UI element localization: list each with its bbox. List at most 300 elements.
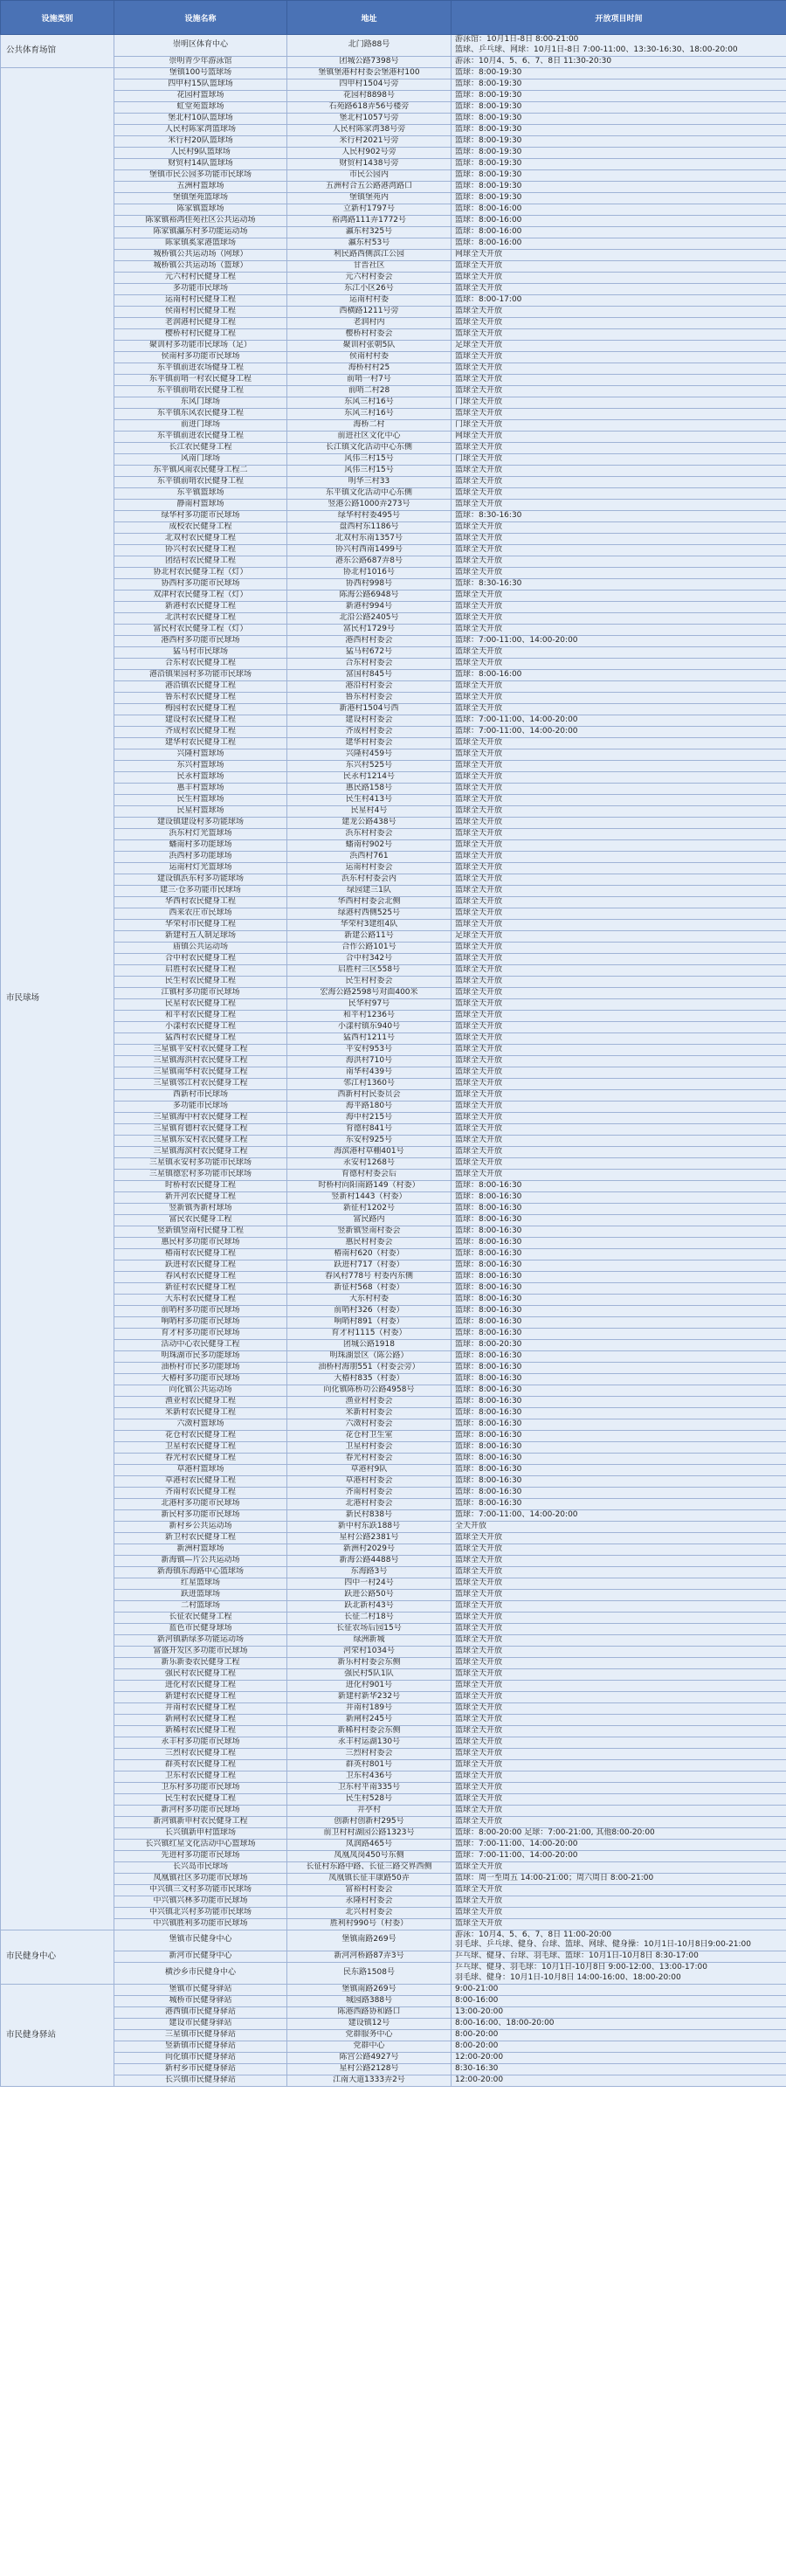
table-row [1,1634,786,1646]
open-hours-cell: 篮球：8:00-16:30 [452,1191,786,1203]
address-cell: 河荣村1034号 [287,1646,452,1657]
open-hours-cell: 篮球全天开放 [452,1861,786,1873]
address-cell: 向化镇陈桥功公路4958号 [287,1385,452,1396]
address-cell: 启胜村三区558号 [287,964,452,976]
address-cell: 海平路180号 [287,1101,452,1112]
table-row [1,1896,786,1907]
table-row [1,1135,786,1146]
facility-name-cell: 花仓村农民健身工程 [114,1430,287,1441]
facility-name-cell: 富民村农民健身工程（灯） [114,624,287,635]
facility-name-cell: 协西村多功能市民球场 [114,578,287,590]
address-cell: 盘西村东1186号 [287,521,452,533]
facility-name-cell: 六滧村篮球场 [114,1419,287,1430]
facility-name-cell: 民永村篮球场 [114,771,287,783]
address-cell: 凤凰镇长征丰康路50弄 [287,1873,452,1884]
open-hours-cell: 篮球：周一至周五 14:00-21:00；周六周日 8:00-21:00 [452,1873,786,1884]
open-hours-cell: 篮球：8:00-16:30 [452,1271,786,1282]
facility-name-cell: 东平镇前哨一村农民健身工程 [114,374,287,385]
address-cell: 甘晋社区 [287,260,452,272]
table-row [1,1793,786,1805]
open-hours-cell: 篮球全天开放 [452,351,786,363]
address-cell: 民生村528号 [287,1793,452,1805]
address-cell: 堡镇南路269号 [287,1984,452,1995]
facility-name-cell: 渔业村农民健身工程 [114,1396,287,1407]
facility-name-cell: 老润港村民健身工程 [114,317,287,328]
facility-name-cell: 合中村农民健身工程 [114,953,287,964]
address-cell: 长江镇文化活动中心东侧 [287,442,452,453]
address-cell: 兴隆村459号 [287,749,452,760]
facility-name-cell: 陈家镇奚家港篮球场 [114,238,287,249]
facility-name-cell: 新河镇新申村农民健身工程 [114,1816,287,1827]
facility-name-cell: 新征村农民健身工程 [114,1282,287,1294]
facility-name-cell: 侯南村多功能市民球场 [114,351,287,363]
facility-name-cell: 油桥村市民多功能球场 [114,1362,287,1373]
open-hours-cell: 篮球全天开放 [452,306,786,317]
open-hours-cell: 篮球全天开放 [452,1725,786,1737]
address-cell: 东风三村16号 [287,408,452,419]
facility-name-cell: 育才村多功能市民球场 [114,1328,287,1339]
address-cell: 前进社区文化中心 [287,431,452,442]
address-cell: 陈港西路协和路口 [287,2006,452,2018]
open-hours-cell: 篮球全天开放 [452,851,786,862]
table-row [1,1702,786,1714]
table-row [1,1010,786,1021]
table-row [1,805,786,817]
address-cell: 北港村村委会 [287,1498,452,1509]
facility-name-cell: 草港村农民健身工程 [114,1475,287,1487]
address-cell: 惠民村村委会 [287,1237,452,1248]
table-row [1,1600,786,1612]
facility-name-cell: 长兴镇新申村篮球场 [114,1827,287,1839]
open-hours-cell: 篮球全天开放 [452,1714,786,1725]
address-cell: 合中村342号 [287,953,452,964]
address-cell: 惠民路158号 [287,783,452,794]
facility-name-cell: 港西村多功能市民球场 [114,635,287,646]
table-row [1,828,786,839]
open-hours-cell: 篮球全天开放 [452,874,786,885]
table-row [1,1930,786,1951]
address-cell: 堡镇堡苑内 [287,192,452,204]
facility-name-cell: 长江农民健身工程 [114,442,287,453]
table-row [1,1612,786,1623]
table-row [1,874,786,885]
facility-name-cell: 港西镇市民健身驿站 [114,2006,287,2018]
table-row [1,113,786,124]
open-hours-cell: 篮球全天开放 [452,533,786,544]
open-hours-cell: 篮球全天开放 [452,703,786,715]
open-hours-cell: 篮球全天开放 [452,1759,786,1771]
address-cell: 新稀村村委会东侧 [287,1725,452,1737]
open-hours-cell: 篮球全天开放 [452,1884,786,1896]
address-cell: 海桥二村 [287,419,452,431]
open-hours-cell: 篮球全天开放 [452,1123,786,1135]
open-hours-cell: 篮球：8:00-17:00 [452,294,786,306]
facility-name-cell: 东平镇前进农民健身工程 [114,431,287,442]
address-cell: 北双村东南1357号 [287,533,452,544]
facility-name-cell: 长兴镇市民健身驿站 [114,2075,287,2086]
open-hours-cell: 篮球：8:00-16:30 [452,1498,786,1509]
facility-name-cell: 北洪村农民健身工程 [114,612,287,624]
facility-name-cell: 中兴镇三文村多功能市民球场 [114,1884,287,1896]
open-hours-cell: 篮球全天开放 [452,1089,786,1101]
open-hours-cell: 篮球全天开放 [452,1055,786,1067]
table-row [1,135,786,147]
open-hours-cell: 篮球全天开放 [452,487,786,499]
table-row [1,2041,786,2052]
facility-name-cell: 虹堂苑篮球场 [114,101,287,113]
address-cell: 新民村838号 [287,1509,452,1521]
facility-name-cell: 陈家镇篮球场 [114,204,287,215]
address-cell: 强民村5队1队 [287,1668,452,1680]
address-cell: 港沿村村委会 [287,680,452,692]
table-row [1,181,786,192]
open-hours-cell: 篮球全天开放 [452,363,786,374]
facility-name-cell: 新乐新委农民健身工程 [114,1657,287,1668]
category-cell: 市民健身中心 [1,1930,114,1984]
open-hours-cell: 篮球全天开放 [452,1782,786,1793]
open-hours-cell: 篮球：8:00-16:30 [452,1316,786,1328]
table-row [1,476,786,487]
open-hours-cell: 篮球：7:00-11:00、14:00-20:00 [452,635,786,646]
open-hours-cell: 篮球：8:00-16:30 [452,1203,786,1214]
facility-name-cell: 建华村农民健身工程 [114,737,287,749]
open-hours-cell: 篮球全天开放 [452,1748,786,1759]
open-hours-cell: 篮球全天开放 [452,1600,786,1612]
table-row [1,1680,786,1691]
open-hours-cell: 篮球全天开放 [452,1918,786,1930]
open-hours-cell: 篮球全天开放 [452,1566,786,1578]
open-hours-cell: 篮球全天开放 [452,317,786,328]
address-cell: 育德村841号 [287,1123,452,1135]
address-cell: 米新村村委会 [287,1407,452,1419]
address-cell: 民华村97号 [287,998,452,1010]
address-cell: 协西村998号 [287,578,452,590]
table-row [1,499,786,510]
facility-name-cell: 跃进村农民健身工程 [114,1260,287,1271]
address-cell: 新港村1504号西 [287,703,452,715]
open-hours-cell: 篮球全天开放 [452,1771,786,1782]
open-hours-cell: 篮球全天开放 [452,942,786,953]
facility-name-cell: 三星镇海滨村农民健身工程 [114,1146,287,1157]
table-row [1,1657,786,1668]
address-cell: 风伟三村15号 [287,453,452,465]
open-hours-cell: 篮球：8:00-16:00 [452,226,786,238]
facility-name-cell: 三星镇南华村农民健身工程 [114,1067,287,1078]
facility-name-cell: 五洲村篮球场 [114,181,287,192]
facility-name-cell: 新建村五人制足球场 [114,930,287,942]
address-cell: 建华村村委会 [287,737,452,749]
facility-name-cell: 惠民村多功能市民球场 [114,1237,287,1248]
address-cell: 春风村778号 村委内东侧 [287,1271,452,1282]
table-row [1,556,786,567]
address-cell: 椿南村620（村委） [287,1248,452,1260]
open-hours-cell: 篮球：8:00-19:30 [452,181,786,192]
facility-name-cell: 团结村农民健身工程 [114,556,287,567]
table-row [1,715,786,726]
category-cell: 市民健身驿站 [1,1984,114,2086]
table-row [1,1521,786,1532]
open-hours-cell: 篮球：8:00-19:30 [452,169,786,181]
facility-name-cell: 卫东村多功能市民球场 [114,1782,287,1793]
address-cell: 绿洲新城 [287,1634,452,1646]
table-row [1,1169,786,1180]
table-row [1,2052,786,2063]
facility-name-cell: 东风门球场 [114,397,287,408]
facility-name-cell: 活动中心农民健身工程 [114,1339,287,1350]
table-row [1,1873,786,1884]
facility-name-cell: 民生村篮球场 [114,794,287,805]
address-cell: 瀛东村53号 [287,238,452,249]
address-cell: 新洲村2029号 [287,1544,452,1555]
facility-name-cell: 三星镇永安村多功能市民球场 [114,1157,287,1169]
open-hours-cell: 篮球全天开放 [452,1612,786,1623]
table-row [1,1021,786,1032]
address-cell: 合作公路101号 [287,942,452,953]
table-row [1,1918,786,1930]
facility-name-cell: 新卫村农民健身工程 [114,1532,287,1544]
facility-name-cell: 人民村陈家湾篮球场 [114,124,287,135]
facility-name-cell: 庙镇公共运动场 [114,942,287,953]
facility-name-cell: 猛西村农民健身工程 [114,1032,287,1044]
table-row [1,578,786,590]
facility-name-cell: 新河市民健身中心 [114,1951,287,1963]
table-row [1,1827,786,1839]
table-row [1,453,786,465]
open-hours-cell: 篮球：7:00-11:00、14:00-20:00 [452,715,786,726]
address-cell: 团城公路1918 [287,1339,452,1350]
facility-name-cell: 椿南村农民健身工程 [114,1248,287,1260]
table-row [1,1805,786,1816]
address-cell: 绿华村村委495号 [287,510,452,521]
open-hours-cell: 游泳馆：10月1日-8日 8:00-21:00 篮球、乒乓球、网球：10月1日-8日 7:00-11:00、13:30-16:30、18:00-20:00 [452,35,786,57]
address-cell: 人民村陈家湾38号旁 [287,124,452,135]
facility-name-cell: 小漾村农民健身工程 [114,1021,287,1032]
address-cell: 建设村村委会 [287,715,452,726]
table-row [1,1907,786,1918]
facility-name-cell: 元六村村民健身工程 [114,272,287,283]
facility-name-cell: 东平镇篮球场 [114,487,287,499]
open-hours-cell: 篮球：7:00-11:00、14:00-20:00 [452,1850,786,1861]
open-hours-cell: 篮球：8:00-19:30 [452,67,786,79]
address-cell: 财贸村1438号旁 [287,158,452,169]
address-cell: 瀛东村325号 [287,226,452,238]
table-row [1,1294,786,1305]
open-hours-cell: 篮球全天开放 [452,601,786,612]
facility-name-cell: 大椿村多功能市民球场 [114,1373,287,1385]
table-row [1,533,786,544]
open-hours-cell: 篮球：8:00-16:30 [452,1396,786,1407]
address-cell: 富民村1729号 [287,624,452,635]
open-hours-cell: 篮球全天开放 [452,476,786,487]
table-row [1,1453,786,1464]
address-cell: 新闸村245号 [287,1714,452,1725]
open-hours-cell: 篮球全天开放 [452,896,786,908]
address-cell: 明华三村33 [287,476,452,487]
open-hours-cell: 篮球全天开放 [452,1010,786,1021]
facility-name-cell: 港沿镇农民健身工程 [114,680,287,692]
table-row [1,1441,786,1453]
table-row [1,726,786,737]
table-row [1,408,786,419]
table-row [1,1544,786,1555]
facility-name-cell: 静南村篮球场 [114,499,287,510]
open-hours-cell: 篮球：8:00-16:30 [452,1180,786,1191]
facility-name-cell: 竖新镇秀新村球场 [114,1203,287,1214]
address-cell: 猛马村672号 [287,646,452,658]
address-cell: 东江小区26号 [287,283,452,294]
open-hours-cell: 篮球：8:00-16:30 [452,1430,786,1441]
open-hours-cell: 篮球全天开放 [452,794,786,805]
open-hours-cell: 篮球全天开放 [452,465,786,476]
address-cell: 东兴村525号 [287,760,452,771]
table-row [1,1044,786,1055]
address-cell: 江南大道1333弄2号 [287,2075,452,2086]
facility-name-cell: 三星镇德宏村多功能市民球场 [114,1169,287,1180]
table-row [1,374,786,385]
facility-name-cell: 新稀村农民健身工程 [114,1725,287,1737]
facility-name-cell: 前哨村多功能市民球场 [114,1305,287,1316]
address-cell: 创新村创新村295号 [287,1816,452,1827]
table-row [1,567,786,578]
table-row [1,953,786,964]
address-cell: 前哨二村28 [287,385,452,397]
table-row [1,1385,786,1396]
open-hours-cell: 篮球：8:00-16:30 [452,1362,786,1373]
open-hours-cell: 篮球全天开放 [452,1169,786,1180]
facility-name-cell: 花园村篮球场 [114,90,287,101]
open-hours-cell: 8:30-16:30 [452,2063,786,2075]
facility-name-cell: 三星镇平安村农民健身工程 [114,1044,287,1055]
open-hours-cell: 篮球全天开放 [452,521,786,533]
facility-name-cell: 新海镇东海路中心篮球场 [114,1566,287,1578]
table-row [1,351,786,363]
facility-name-cell: 华西村农民健身工程 [114,896,287,908]
address-cell: 前哨村326（村委） [287,1305,452,1316]
open-hours-cell: 8:00-16:00 [452,1995,786,2006]
facility-name-cell: 大东村农民健身工程 [114,1294,287,1305]
address-cell: 凤凰凤岗450号东侧 [287,1850,452,1861]
open-hours-cell: 游泳：10月4、5、6、7、8日 11:00-20:00 羽毛球、乒乓球、健身、台球、篮球、网球、健身操：10月1日-10月8日9:00-21:00 [452,1930,786,1951]
facility-name-cell: 鲁东村农民健身工程 [114,692,287,703]
open-hours-cell: 篮球：8:00-20:00 足球：7:00-21:00, 其他8:00-20:00 [452,1827,786,1839]
table-row [1,294,786,306]
facility-name-cell: 新村乡市民健身驿站 [114,2063,287,2075]
address-cell: 草港村村委会 [287,1475,452,1487]
address-cell: 新中村东跃188号 [287,1521,452,1532]
address-cell: 民生村413号 [287,794,452,805]
address-cell: 老润村内 [287,317,452,328]
facility-name-cell: 聚训村多功能市民球场（足） [114,340,287,351]
table-row [1,2029,786,2041]
open-hours-cell: 篮球全天开放 [452,1657,786,1668]
open-hours-cell: 篮球全天开放 [452,1907,786,1918]
address-cell: 新乐村村委会东侧 [287,1657,452,1668]
facility-name-cell: 蟠南村多功能球场 [114,839,287,851]
open-hours-cell: 篮球全天开放 [452,1816,786,1827]
table-row [1,703,786,715]
facility-name-cell: 堡北村10队篮球场 [114,113,287,124]
address-cell: 齐南村村委会 [287,1487,452,1498]
open-hours-cell: 篮球：8:00-16:30 [452,1385,786,1396]
table-row [1,283,786,294]
open-hours-cell: 篮球全天开放 [452,1680,786,1691]
table-row [1,1498,786,1509]
facility-name-cell: 陈家镇裕鸿佳苑社区公共运动场 [114,215,287,226]
facility-name-cell: 竖新镇市民健身驿站 [114,2041,287,2052]
open-hours-cell: 游泳：10月4、5、6、7、8日 11:30-20:30 [452,56,786,67]
table-row [1,1951,786,1963]
table-row [1,646,786,658]
table-row [1,56,786,67]
open-hours-cell: 篮球全天开放 [452,953,786,964]
table-row [1,998,786,1010]
table-row [1,1180,786,1191]
facility-name-cell: 堡镇市民健身中心 [114,1930,287,1951]
facility-name-cell: 猛马村市民球场 [114,646,287,658]
table-row [1,1316,786,1328]
table-row [1,147,786,158]
open-hours-cell: 篮球：8:00-19:30 [452,147,786,158]
open-hours-cell: 篮球全天开放 [452,260,786,272]
open-hours-cell: 篮球全天开放 [452,1112,786,1123]
table-row [1,465,786,476]
open-hours-cell: 篮球全天开放 [452,1532,786,1544]
open-hours-cell: 篮球：8:00-16:00 [452,215,786,226]
table-row [1,1339,786,1350]
table-row [1,783,786,794]
facility-name-cell: 东平镇前进农场健身工程 [114,363,287,374]
table-row [1,1782,786,1793]
facility-name-cell: 强民村农民健身工程 [114,1668,287,1680]
open-hours-cell: 篮球全天开放 [452,692,786,703]
open-hours-cell: 篮球全天开放 [452,760,786,771]
table-row [1,521,786,533]
facility-name-cell: 新村乡公共运动场 [114,1521,287,1532]
open-hours-cell: 篮球全天开放 [452,862,786,874]
facility-name-cell: 堡镇市民公园多功能市民球场 [114,169,287,181]
table-row [1,658,786,669]
address-cell: 西横路1211号旁 [287,306,452,317]
table-row [1,1884,786,1896]
table-row [1,1067,786,1078]
facility-name-cell: 东兴村篮球场 [114,760,287,771]
facility-name-cell: 明珠湖市民多功能球场 [114,1350,287,1362]
address-cell: 东安村925号 [287,1135,452,1146]
facility-name-cell: 时桥村农民健身工程 [114,1180,287,1191]
table-row [1,942,786,953]
open-hours-cell: 门球全天开放 [452,453,786,465]
table-row [1,2063,786,2075]
address-cell: 堡镇南路269号 [287,1930,452,1951]
table-row [1,1055,786,1067]
address-cell: 花园村8898号 [287,90,452,101]
open-hours-cell: 篮球：8:00-16:00 [452,238,786,249]
table-row [1,919,786,930]
facility-name-cell: 崇明区体育中心 [114,35,287,57]
table-row [1,544,786,556]
open-hours-cell: 篮球：8:00-19:30 [452,124,786,135]
facility-name-cell: 富民农民健身工程 [114,1214,287,1226]
open-hours-cell: 篮球全天开放 [452,590,786,601]
facility-name-cell: 城桥镇公共运动场（网球） [114,249,287,260]
open-hours-cell: 篮球：8:00-19:30 [452,192,786,204]
facility-name-cell: 三烈村农民健身工程 [114,1748,287,1759]
table-row [1,1430,786,1441]
address-cell: 协兴村西南1499号 [287,544,452,556]
open-hours-cell: 篮球全天开放 [452,828,786,839]
open-hours-cell: 篮球：8:00-16:30 [452,1475,786,1487]
address-cell: 建龙公路438号 [287,817,452,828]
